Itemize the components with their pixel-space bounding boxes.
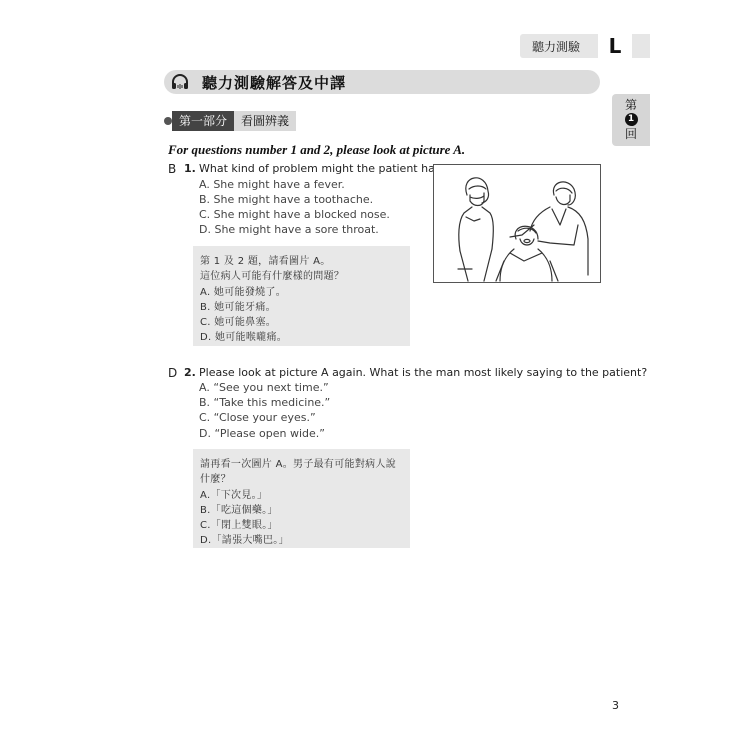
page-number: 3 <box>612 699 619 712</box>
translation-line: D.「請張大嘴巴。」 <box>200 535 289 546</box>
question-text: Please look at picture A again. What is the man most likely saying to the patient? <box>199 366 648 379</box>
translation-line: A. 她可能發燒了。 <box>200 287 287 298</box>
option-c: C. “Close your eyes.” <box>199 411 316 424</box>
round-tab <box>612 94 650 146</box>
translation-box <box>193 246 410 346</box>
headphones-icon <box>170 72 190 92</box>
translation-line: 請再看一次圖片 A。男子最有可能對病人說 <box>200 459 397 470</box>
question-text: What kind of problem might the patient have? <box>199 162 454 175</box>
translation-line: C.「閉上雙眼。」 <box>200 520 278 531</box>
translation-line: 第 1 及 2 題，請看圖片 A。 <box>200 256 331 267</box>
answer-key: B <box>168 162 177 176</box>
bullet-dot-icon <box>164 117 172 125</box>
translation-line: 什麼？ <box>200 474 231 485</box>
title-banner <box>164 70 600 94</box>
round-number-badge: 1 <box>625 113 638 126</box>
option-a: A. She might have a fever. <box>199 178 345 191</box>
section-letter: L <box>598 34 632 58</box>
option-d: D. She might have a sore throat. <box>199 223 379 236</box>
question-number: 1. <box>184 162 196 175</box>
answer-key: D <box>168 366 178 380</box>
option-b: B. “Take this medicine.” <box>199 396 331 409</box>
part-name: 第一部分 <box>172 111 234 131</box>
round-tab-suffix: 回 <box>624 127 637 141</box>
round-tab-prefix: 第 <box>624 98 637 112</box>
section-tab <box>520 34 650 58</box>
option-c: C. She might have a blocked nose. <box>199 208 390 221</box>
section-label: 聽力測驗 <box>532 40 581 54</box>
translation-line: B.「吃這個藥。」 <box>200 505 278 516</box>
translation-line: A.「下次見。」 <box>200 490 268 501</box>
option-d: D. “Please open wide.” <box>199 427 325 440</box>
translation-box <box>193 449 410 548</box>
translation-line: C. 她可能鼻塞。 <box>200 317 277 328</box>
part-subtitle: 看圖辨義 <box>234 111 296 131</box>
option-a: A. “See you next time.” <box>199 381 329 394</box>
page-title: 聽力測驗解答及中譯 <box>202 74 347 92</box>
translation-line: 這位病人可能有什麼樣的問題？ <box>200 271 345 282</box>
dentist-illustration <box>433 164 601 283</box>
translation-line: B. 她可能牙痛。 <box>200 302 276 313</box>
option-b: B. She might have a toothache. <box>199 193 374 206</box>
instruction-text: For questions number 1 and 2, please look at picture A. <box>168 142 466 157</box>
translation-line: D. 她可能喉嚨痛。 <box>200 332 288 343</box>
question-number: 2. <box>184 366 196 379</box>
